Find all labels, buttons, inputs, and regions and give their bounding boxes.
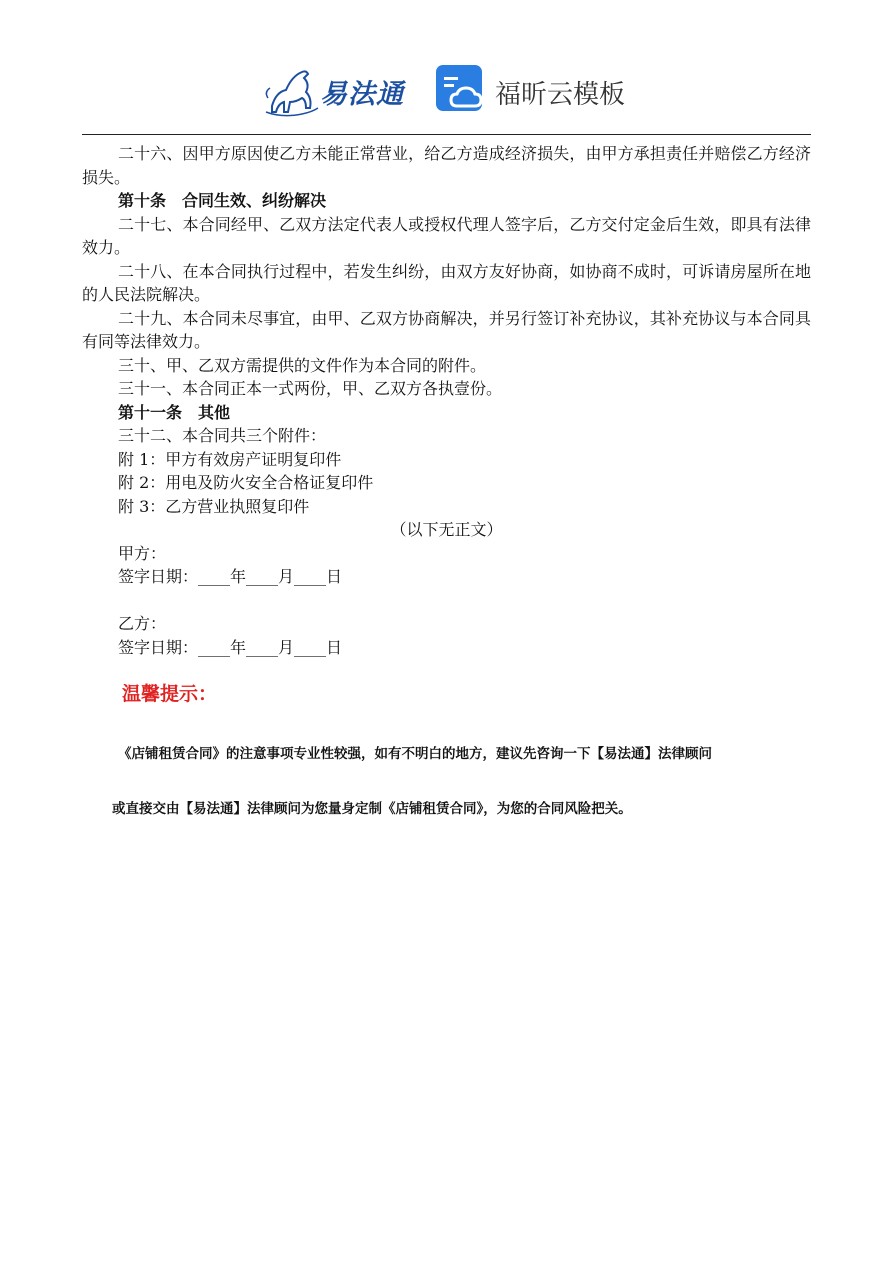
yifatong-logo	[262, 62, 422, 120]
clause-27: 二十七、本合同经甲、乙双方法定代表人或授权代理人签字后，乙方交付定金后生效，即具有法律效力。	[82, 214, 811, 257]
section-11-heading: 第十一条 其他	[118, 402, 231, 422]
party-a-label: 甲方：	[118, 543, 167, 563]
foxit-cloud-logo-text: 福昕云模板	[495, 80, 626, 110]
attachment-1: 附 1：甲方有效房产证明复印件	[118, 449, 342, 469]
contract-body	[82, 142, 811, 659]
section-10-heading: 第十条 合同生效、纠纷解决	[118, 191, 327, 210]
party-b-label: 乙方：	[118, 614, 167, 633]
header-divider	[82, 134, 811, 135]
party-b-sign-date: 签字日期：____年____月____日	[118, 637, 343, 657]
clause-32: 三十二、本合同共三个附件：	[118, 426, 327, 445]
tip-line-1: 《店铺租赁合同》的注意事项专业性较强，如有不明白的地方，建议先咨询一下【易法通】法律顾问	[118, 746, 712, 762]
tip-line-2: 或直接交由【易法通】法律顾问为您量身定制《店铺租赁合同》，为您的合同风险把关。	[112, 801, 632, 817]
yifatong-logo-text: 易法通	[320, 79, 404, 110]
attachment-3: 附 3：乙方营业执照复印件	[118, 496, 310, 516]
foxit-cloud-logo	[435, 64, 655, 120]
cloud-template-icon	[435, 64, 487, 116]
page-header	[0, 58, 893, 126]
clause-28: 二十八、在本合同执行过程中，若发生纠纷，由双方友好协商，如协商不成时，可诉请房屋所在地的人民法院解决。	[82, 261, 811, 304]
horse-emblem-icon	[262, 62, 320, 120]
attachment-2: 附 2：用电及防火安全合格证复印件	[118, 473, 374, 492]
tip-title: 温馨提示：	[122, 683, 218, 705]
clause-30: 三十、甲、乙双方需提供的文件作为本合同的附件。	[118, 355, 487, 375]
clause-26: 二十六、因甲方原因使乙方未能正常营业，给乙方造成经济损失，由甲方承担责任并赔偿乙方经济损失。	[82, 144, 811, 187]
end-of-text-note: （以下无正文）	[390, 520, 503, 539]
party-a-sign-date: 签字日期：____年____月____日	[118, 567, 343, 586]
clause-29: 二十九、本合同未尽事宜，由甲、乙双方协商解决，并另行签订补充协议，其补充协议与本合同具有同等法律效力。	[82, 308, 811, 351]
clause-31: 三十一、本合同正本一式两份，甲、乙双方各执壹份。	[118, 379, 503, 398]
